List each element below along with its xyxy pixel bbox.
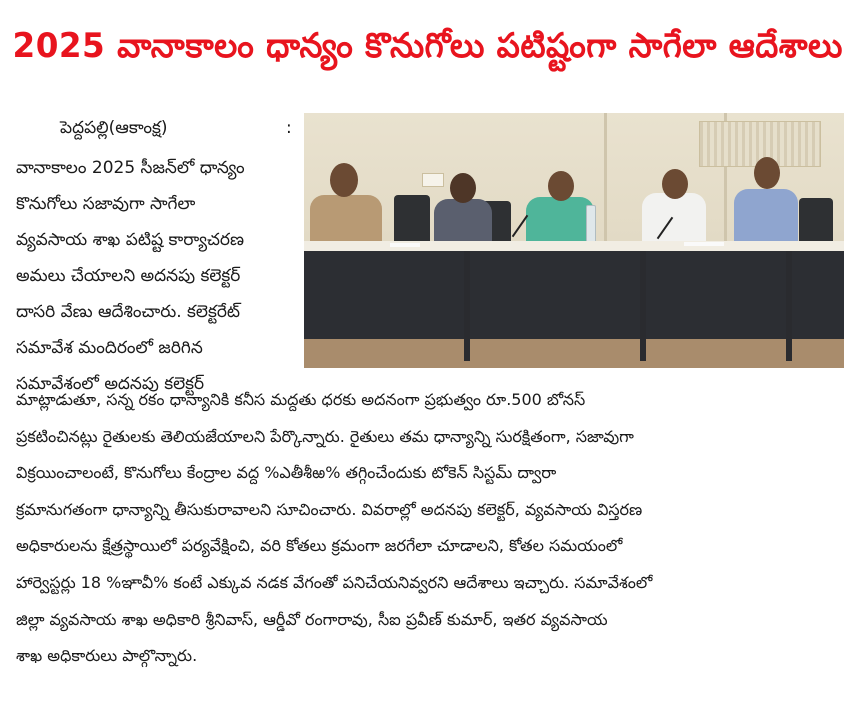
meeting-photo <box>304 113 844 368</box>
headline-text: 2025 వానాకాలం ధాన్యం కొనుగోలు పటిష్టంగా సాగేలా ఆదేశాలు <box>12 26 843 66</box>
article-line: సమావేశంలో అదనపు కలెక్టర్ <box>16 374 205 394</box>
article-line: అధికారులను క్షేత్రస్థాయిలో పర్యవేక్షించి, వరి కోతలు క్రమంగా జరగేలా చూడాలని, కోతల సమయంలో <box>16 536 623 556</box>
article-line: జిల్లా వ్యవసాయ శాఖ అధికారి శ్రీనివాస్, ఆర్డీవో రంగారావు, సీఐ ప్రవీణ్ కుమార్, ఇతర వ్యవసాయ <box>16 609 608 629</box>
wall-switch <box>422 173 444 187</box>
article-line: విక్రయించాలంటే, కొనుగోలు కేంద్రాల వద్ద %ఎతీశీఱ% తగ్గించేందుకు టోకెన్ సిస్టమ్ ద్వారా <box>16 463 557 483</box>
article-line: శాఖ అధికారులు పాల్గొన్నారు. <box>16 646 198 666</box>
article-full-width <box>16 382 842 675</box>
article-line: వ్యవసాయ శాఖ పటిష్ట కార్యాచరణ <box>16 230 245 250</box>
article-left-column <box>16 150 294 402</box>
dateline-colon: : <box>286 118 292 138</box>
water-bottle <box>586 205 596 243</box>
article-line: సమావేశ మందిరంలో జరిగిన <box>16 338 203 358</box>
article-line: దాసరి వేణు ఆదేశించారు. కలెక్టరేట్ <box>16 302 241 322</box>
article-line: మాట్లాడుతూ, సన్న రకం ధాన్యానికి కనీస మద్దతు ధరకు అదనంగా ప్రభుత్వం రూ.500 బోనస్ <box>16 390 586 409</box>
article-line: ప్రకటించినట్లు రైతులకు తెలియజేయాలని పేర్కొన్నారు. రైతులు తమ ధాన్యాన్ని సురక్షితంగా, సజావుగా <box>16 426 634 446</box>
article-line: కొనుగోలు సజావుగా సాగేలా <box>16 194 196 214</box>
article-line: అమలు చేయాలని అదనపు కలెక్టర్ <box>16 266 241 286</box>
article-line: వానాకాలం 2025 సీజన్‌లో ధాన్యం <box>16 158 245 178</box>
article-line: క్రమానుగతంగా ధాన్యాన్ని తీసుకురావాలని సూచించారు. వివరాల్లో అదనపు కలెక్టర్, వ్యవసాయ విస్తరణ <box>16 499 643 519</box>
article-line: హార్వెస్టర్లు 18 %ఞావీ% కంటే ఎక్కువ నడక వేగంతో పనిచేయనివ్వరని ఆదేశాలు ఇచ్చారు. సమావేశంలో <box>16 572 653 592</box>
headline <box>0 0 855 100</box>
dateline: పెద్దపల్లి(ఆకాంక్ష) <box>60 118 168 138</box>
